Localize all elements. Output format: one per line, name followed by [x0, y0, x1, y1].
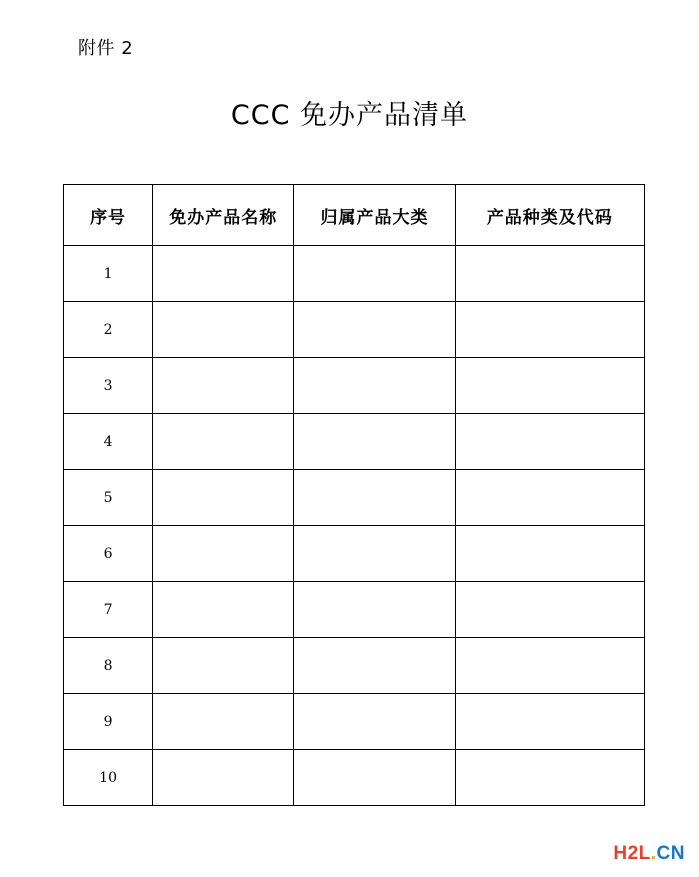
- document-title: CCC 免办产品清单: [230, 100, 469, 131]
- product-category-cell: [294, 470, 455, 526]
- table-row: [64, 694, 645, 750]
- product-category-cell: [294, 694, 455, 750]
- product-name-cell: [153, 694, 294, 750]
- watermark-part-dot: .: [650, 843, 657, 864]
- serial-no-cell: 4: [64, 414, 153, 470]
- table-row: [64, 750, 645, 806]
- product-name-cell: [153, 358, 294, 414]
- product-name-cell: [153, 414, 294, 470]
- product-code-cell: [455, 358, 644, 414]
- table-header-row: [64, 185, 645, 246]
- product-category-cell: [294, 414, 455, 470]
- product-name-cell: [153, 470, 294, 526]
- product-category-cell: [294, 582, 455, 638]
- serial-no-cell: 2: [64, 302, 153, 358]
- product-code-cell: [455, 246, 644, 302]
- product-name-cell: [153, 638, 294, 694]
- serial-no-cell: 5: [64, 470, 153, 526]
- product-code-cell: [455, 526, 644, 582]
- table-row: [64, 414, 645, 470]
- product-name-cell: [153, 302, 294, 358]
- header-product-type-code: 产品种类及代码: [455, 185, 644, 246]
- table-row: [64, 470, 645, 526]
- header-serial-no: 序号: [64, 185, 153, 246]
- product-code-cell: [455, 638, 644, 694]
- product-name-cell: [153, 750, 294, 806]
- product-name-cell: [153, 246, 294, 302]
- product-code-cell: [455, 694, 644, 750]
- watermark-part-cn: CN: [656, 843, 685, 864]
- product-name-cell: [153, 582, 294, 638]
- site-watermark-logo: [613, 843, 685, 865]
- exempt-product-table: [63, 184, 645, 806]
- product-code-cell: [455, 470, 644, 526]
- watermark-part-h2l: H2L: [613, 843, 651, 864]
- serial-no-cell: 7: [64, 582, 153, 638]
- product-category-cell: [294, 750, 455, 806]
- product-code-cell: [455, 750, 644, 806]
- product-code-cell: [455, 582, 644, 638]
- product-category-cell: [294, 246, 455, 302]
- product-name-cell: [153, 526, 294, 582]
- product-category-cell: [294, 358, 455, 414]
- product-category-cell: [294, 302, 455, 358]
- table-row: [64, 638, 645, 694]
- header-product-name: 免办产品名称: [153, 185, 294, 246]
- table-row: [64, 302, 645, 358]
- product-category-cell: [294, 526, 455, 582]
- product-code-cell: [455, 302, 644, 358]
- header-product-category: 归属产品大类: [294, 185, 455, 246]
- serial-no-cell: 6: [64, 526, 153, 582]
- table-row: [64, 526, 645, 582]
- table-row: [64, 582, 645, 638]
- table-row: [64, 358, 645, 414]
- serial-no-cell: 8: [64, 638, 153, 694]
- product-code-cell: [455, 414, 644, 470]
- attachment-label: 附件 2: [78, 38, 134, 59]
- product-category-cell: [294, 638, 455, 694]
- serial-no-cell: 3: [64, 358, 153, 414]
- serial-no-cell: 10: [64, 750, 153, 806]
- serial-no-cell: 1: [64, 246, 153, 302]
- serial-no-cell: 9: [64, 694, 153, 750]
- table-row: [64, 246, 645, 302]
